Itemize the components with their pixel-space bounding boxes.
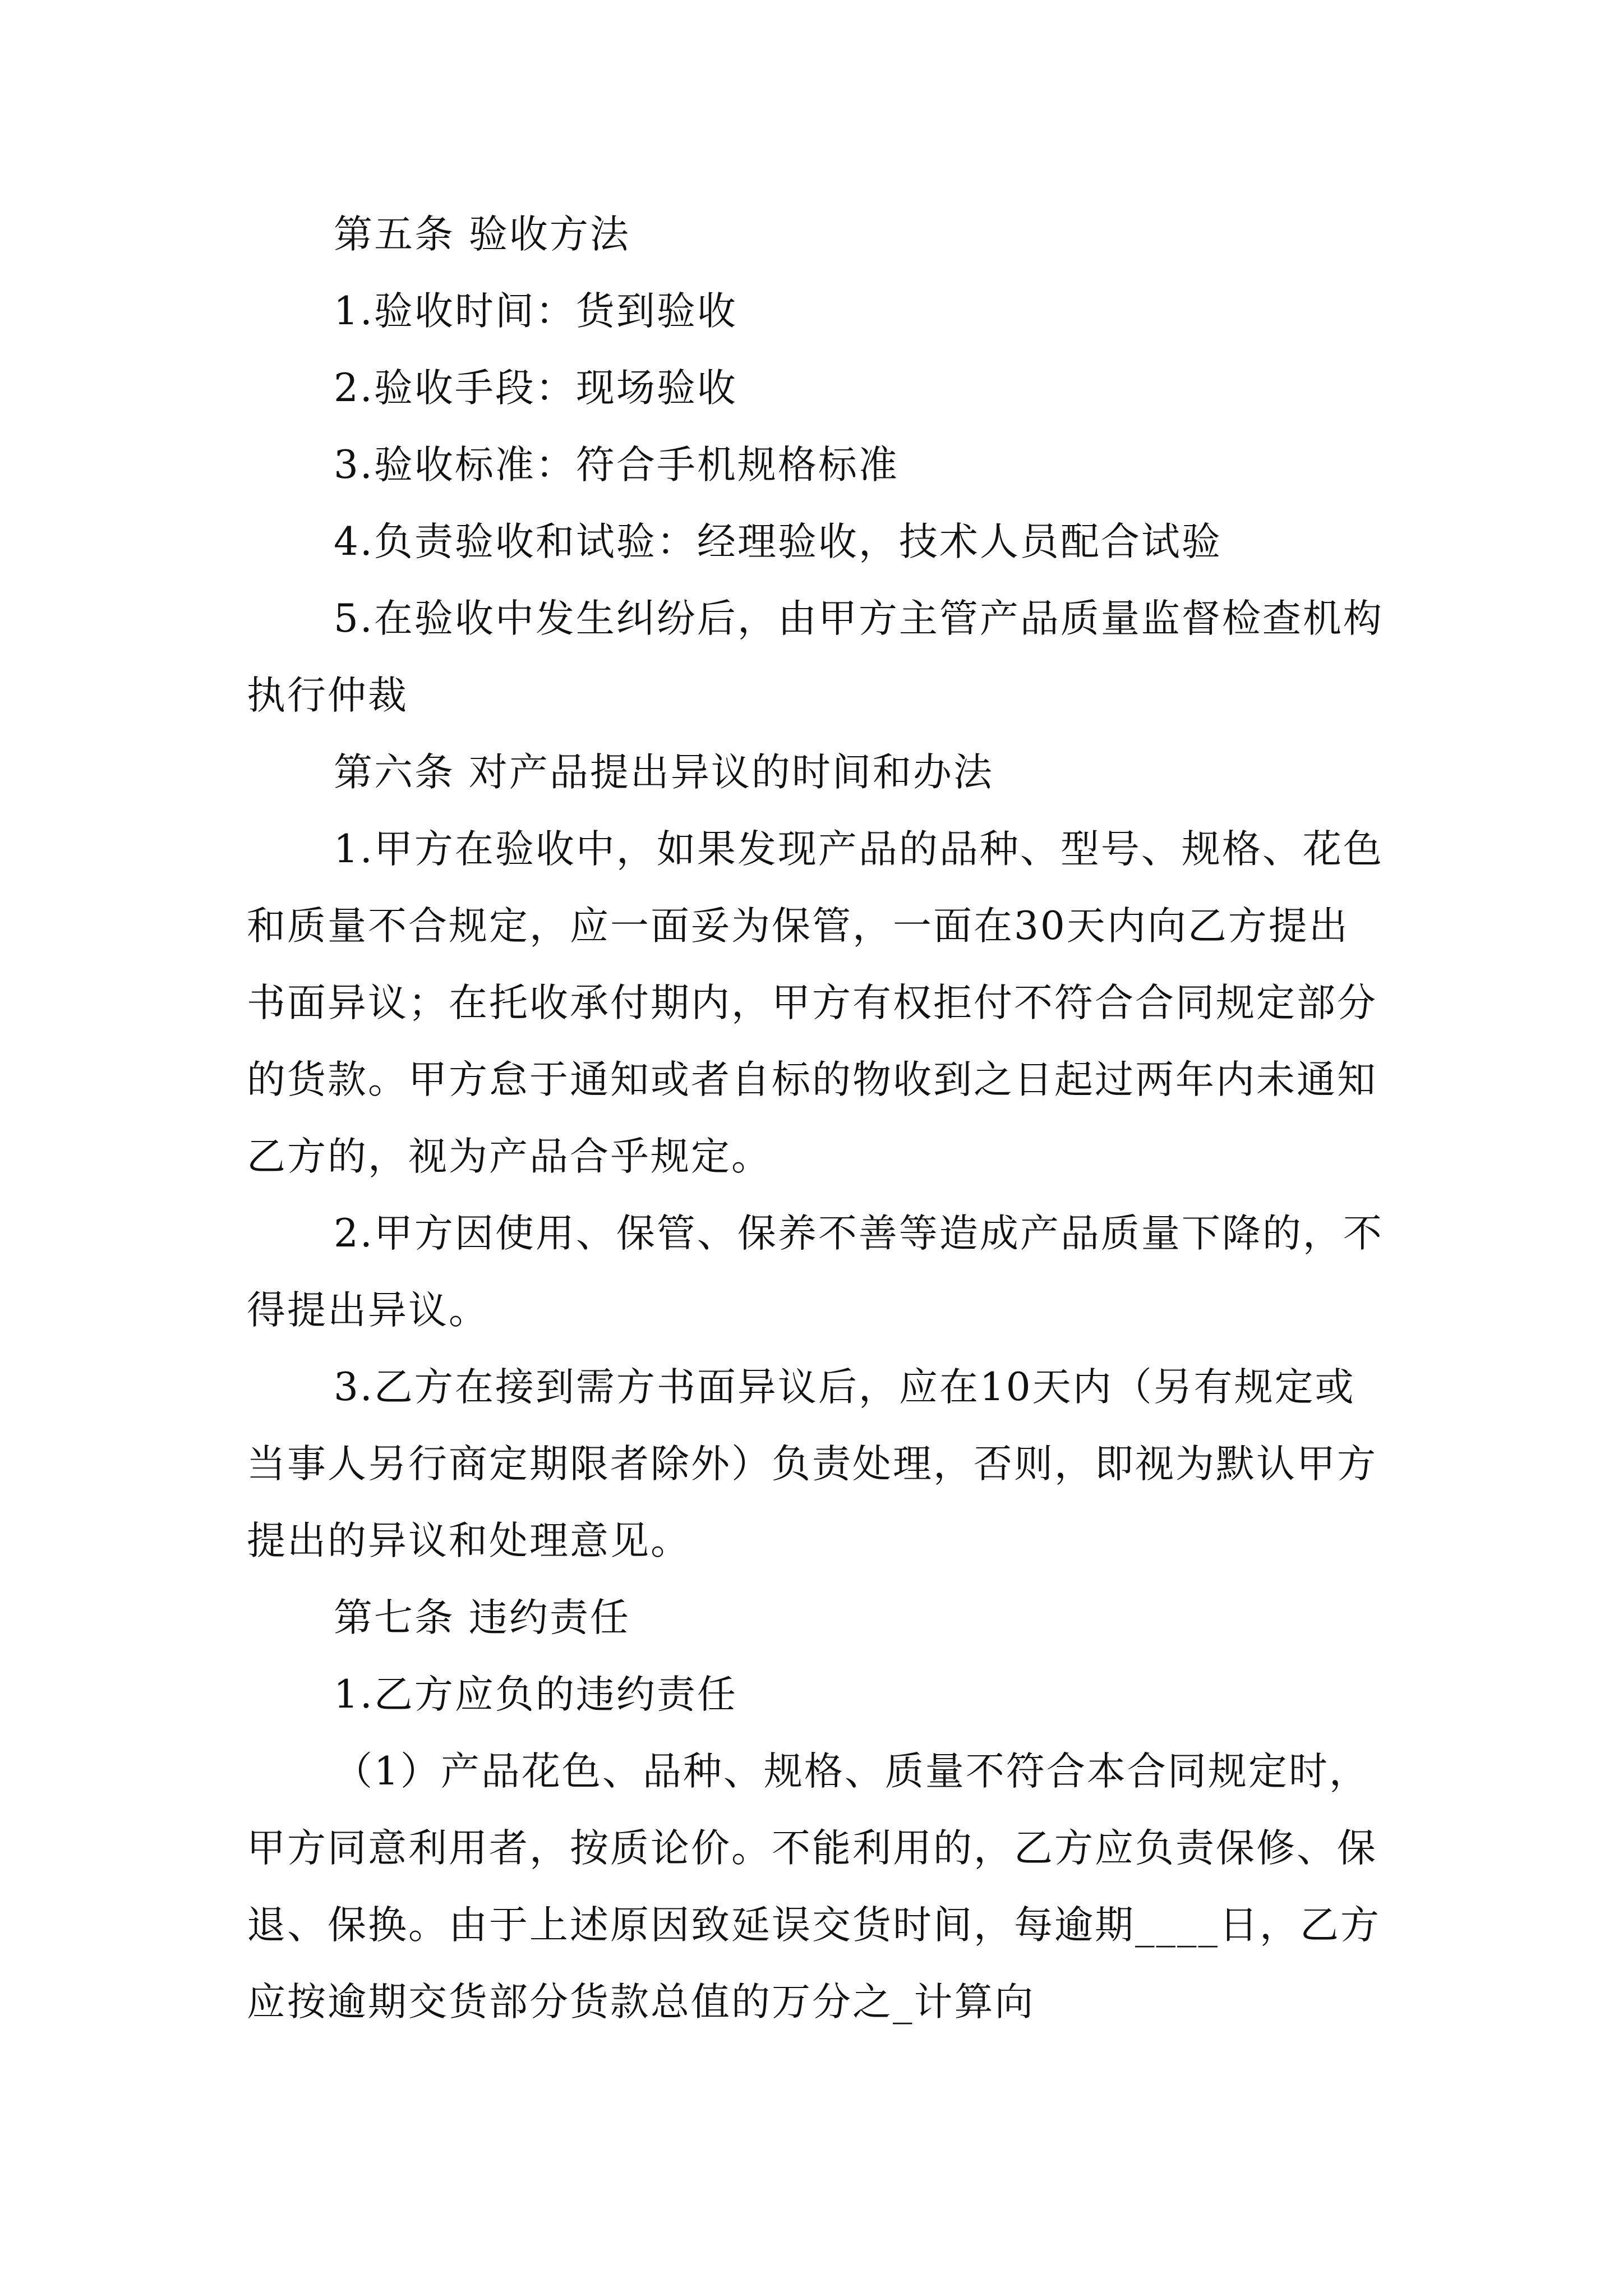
section-heading-5: 第五条 验收方法 bbox=[334, 212, 630, 257]
paragraph: 1.甲方在验收中，如果发现产品的品种、型号、规格、花色和质量不合规定，应一面妥为保管，一面在30天内向乙方提出书面异议；在托收承付期内，甲方有权拒付不符合合同规定部分的货款。甲方怠于通知或者自标的物收到之日起过两年内未通知乙方的，视为产品合乎规定。 bbox=[247, 827, 1384, 1179]
document-body bbox=[247, 196, 1385, 2041]
paragraph: 3.验收标准：符合手机规格标准 bbox=[334, 443, 899, 487]
paragraph: 1.乙方应负的违约责任 bbox=[334, 1672, 737, 1717]
paragraph: 5.在验收中发生纠纷后，由甲方主管产品质量监督检查机构执行仲裁 bbox=[247, 596, 1384, 718]
section-heading-7: 第七条 违约责任 bbox=[334, 1595, 630, 1640]
paragraph: （1）产品花色、品种、规格、质量不符合本合同规定时，甲方同意利用者，按质论价。不能利用的，乙方应负责保修、保退、保换。由于上述原因致延误交货时间，每逾期____日，乙方应按逾期交货部分货款总值的万分之_计算向 bbox=[247, 1749, 1381, 2024]
section-heading-6: 第六条 对产品提出异议的时间和办法 bbox=[334, 750, 994, 795]
paragraph: 3.乙方在接到需方书面异议后，应在10天内（另有规定或当事人另行商定期限者除外）负责处理，否则，即视为默认甲方提出的异议和处理意见。 bbox=[247, 1365, 1377, 1563]
paragraph: 2.验收手段：现场验收 bbox=[334, 366, 737, 411]
paragraph: 4.负责验收和试验：经理验收，技术人员配合试验 bbox=[334, 519, 1222, 564]
paragraph: 2.甲方因使用、保管、保养不善等造成产品质量下降的，不得提出异议。 bbox=[247, 1211, 1384, 1333]
paragraph: 1.验收时间：货到验收 bbox=[334, 289, 737, 334]
